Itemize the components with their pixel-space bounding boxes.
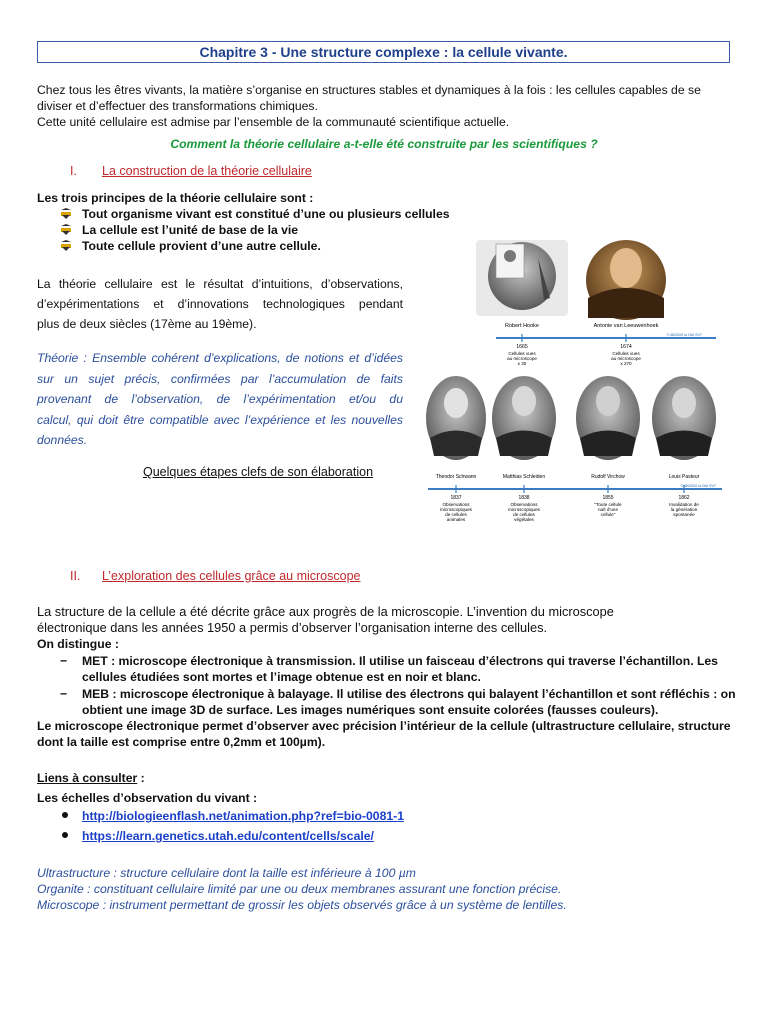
section-1-number: I. [70, 164, 77, 178]
timeline-desc: x 270 [620, 361, 632, 366]
theory-line: plus de deux siècles (17ème au 19ème). [37, 317, 257, 331]
theory-definition [37, 348, 403, 451]
timeline-name: Matthias Schleiden [502, 474, 546, 480]
link-item [62, 808, 404, 824]
met-text-cont: cellules étudiées sont mortes et l’image obtenue est en noir et blanc. [82, 670, 481, 684]
timeline-desc: microscopiques [440, 507, 472, 512]
links-sub: Les échelles d’observation du vivant : [37, 791, 258, 805]
links-heading-colon: : [137, 771, 145, 785]
timeline-desc: Observations [510, 502, 538, 507]
meb-text-cont: obtient une image 3D de surface. Les images numériques sont ensuite colorées (fausses couleurs). [82, 703, 659, 717]
glossary-organite: Organite : constituant cellulaire limité par une ou deux membranes assurant une fonction précise. [37, 882, 562, 896]
timeline-name: Louis Pasteur [668, 474, 700, 480]
microscopy-line-5: dont la taille est comprise entre 0,2mm et 100µm). [37, 735, 326, 749]
timeline-desc: Cellules vues [612, 351, 640, 356]
arrow-bullet-icon [60, 208, 72, 219]
principle-item [60, 238, 321, 254]
timeline-desc: Observations [442, 502, 470, 507]
section-2-number: II. [70, 569, 81, 583]
link-biologieenflash[interactable]: http://biologieenflash.net/animation.php?ref=bio-0081-1 [82, 809, 404, 823]
met-text: MET : microscope électronique à transmission. Il utilise un faisceau d’électrons qui traverse l’échantillon. Les [82, 654, 718, 668]
timeline-year: 1837 [450, 495, 462, 501]
arrow-bullet-icon [60, 224, 72, 235]
theory-line: La théorie cellulaire est le résultat d’intuitions, d’observations, [37, 277, 403, 291]
timeline-year: 1855 [602, 495, 614, 501]
chapter-title: Chapitre 3 - Une structure complexe : la cellule vivante. [37, 41, 730, 63]
bullet-dot-icon [62, 812, 68, 818]
section-1-heading [70, 163, 312, 179]
portrait-schwann [426, 376, 486, 460]
microscopy-line-4: Le microscope électronique permet d’observer avec précision l’intérieur de la cellule (ultrastructure cellulaire, structure [37, 719, 731, 733]
bullet-dot-icon [62, 832, 68, 838]
intro-line-2: diviser et d’effectuer des transformations chimiques. [37, 99, 318, 113]
section-1-title: La construction de la théorie cellulaire [102, 164, 312, 178]
timeline-desc: spontanée [673, 512, 695, 517]
cell-theory-timeline [418, 238, 730, 536]
portrait-hooke [476, 240, 568, 316]
microscopy-line-1: La structure de la cellule a été décrite grâce aux progrès de la microscopie. L’invention du microscope [37, 604, 614, 619]
timeline-desc: "Toute cellule [594, 502, 622, 507]
principle-text: Tout organisme vivant est constitué d’une ou plusieurs cellules [82, 207, 450, 221]
microscopy-line-2: électronique dans les années 1950 a permis d’observer l’organisation interne des cellules. [37, 620, 548, 635]
portrait-leeuwenhoek [586, 240, 666, 320]
timeline-year: 1862 [678, 495, 690, 501]
intro-line-1: Chez tous les êtres vivants, la matière s’organise en structures stables et dynamiques à la fois : les cellules capables de se [37, 83, 701, 97]
glossary-microscope: Microscope : instrument permettant de grossir les objets observés grâce à un système de lentilles. [37, 898, 567, 912]
meb-text: MEB : microscope électronique à balayage. Il utilise des électrons qui balayent l’échantillon et sont réfléchis : on [82, 687, 736, 701]
timeline-desc: de cellules [513, 512, 535, 517]
links-heading [37, 770, 145, 786]
met-item [60, 653, 718, 669]
definition-line: provenant de l’observation, de l’expérimentation et/ou du [37, 392, 403, 406]
meb-item [60, 686, 736, 702]
principle-item [60, 206, 450, 222]
link-item [62, 828, 374, 844]
portrait-virchow [576, 376, 640, 460]
timeline-desc: au microscope [611, 356, 641, 361]
portrait-pasteur [652, 376, 716, 460]
principle-item [60, 222, 298, 238]
timeline-desc: naît d'une [597, 507, 619, 512]
steps-label: Quelques étapes clefs de son élaboration [143, 465, 374, 479]
definition-line: Théorie : Ensemble cohérent d’explications, de notions et d’idées [37, 351, 403, 365]
link-learn-genetics[interactable]: https://learn.genetics.utah.edu/content/cells/scale/ [82, 829, 374, 843]
theory-paragraph [37, 274, 403, 334]
section-2-title: L’exploration des cellules grâce au microscope [102, 569, 361, 583]
timeline-name: Robert Hooke [505, 323, 539, 329]
definition-line: calcul, qui doit être compatible avec l’expérience et les nouvelles [37, 412, 403, 427]
timeline-desc: x 30 [517, 361, 527, 366]
timeline-year: 1838 [518, 495, 530, 501]
timeline-credit: © ABCBIO la Cité SVT [666, 333, 702, 337]
timeline-desc: microscopiques [508, 507, 540, 512]
timeline-name: Theodor Schwann [435, 474, 477, 480]
timeline-name: Rudolf Virchow [591, 474, 625, 480]
arrow-bullet-icon [60, 240, 72, 251]
timeline-year: 1674 [620, 344, 632, 350]
timeline-desc: cellule" [600, 512, 616, 517]
links-heading-text: Liens à consulter [37, 771, 138, 785]
guiding-question: Comment la théorie cellulaire a-t-elle été construite par les scientifiques ? [170, 137, 598, 151]
timeline-desc: de cellules [445, 512, 467, 517]
dash-bullet-icon: − [60, 654, 68, 668]
timeline-desc: au microscope [507, 356, 537, 361]
portrait-schleiden [492, 376, 556, 460]
timeline-desc: la génération [670, 507, 698, 512]
dash-bullet-icon: − [60, 687, 68, 701]
principle-text: La cellule est l’unité de base de la vie [82, 223, 299, 237]
timeline-desc: Invalidation de [669, 502, 699, 507]
section-2-heading [70, 568, 360, 584]
timeline-year: 1665 [516, 344, 528, 350]
definition-line: données. [37, 433, 88, 447]
timeline-credit: © ABCBIO la Cité SVT [680, 484, 716, 488]
glossary-ultrastructure: Ultrastructure : structure cellulaire dont la taille est inférieure à 100 µm [37, 866, 416, 880]
theory-line: d’expérimentations et d’innovations technologiques pendant [37, 297, 403, 311]
timeline-name: Antonie van Leeuwenhoek [593, 323, 659, 329]
principles-lead: Les trois principes de la théorie cellulaire sont : [37, 191, 314, 205]
principle-text: Toute cellule provient d’une autre cellule. [82, 239, 321, 253]
timeline-desc: animales [446, 517, 466, 522]
timeline-desc: Cellules vues [508, 351, 536, 356]
microscopy-distinguish: On distingue : [37, 637, 119, 651]
definition-line: sur un sujet précis, confirmées par l’accumulation de faits [37, 371, 403, 386]
timeline-desc: végétales [514, 517, 534, 522]
intro-line-3: Cette unité cellulaire est admise par l’ensemble de la communauté scientifique actuelle. [37, 115, 510, 129]
